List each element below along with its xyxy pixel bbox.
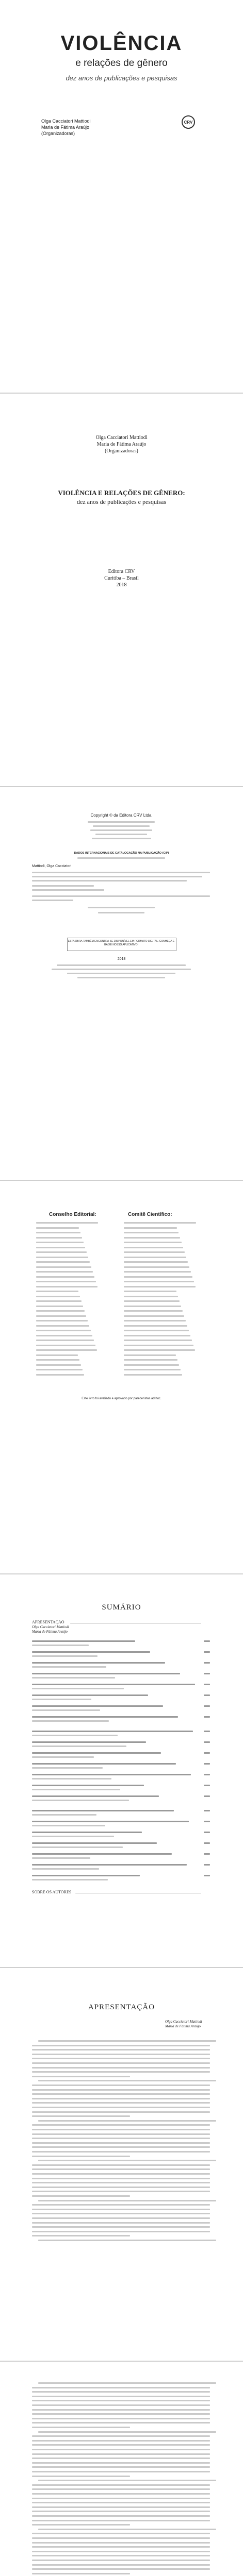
toc-page-number	[204, 1864, 210, 1866]
presentation-line	[32, 2231, 210, 2232]
council-member-line	[36, 1364, 81, 1366]
council-member-line	[36, 1320, 88, 1321]
presentation-line	[32, 2084, 210, 2086]
presentation-line	[38, 2160, 216, 2161]
colophon-footer-text	[67, 973, 175, 974]
toc-author	[32, 1767, 103, 1769]
cover-title: VIOLÊNCIA	[60, 32, 183, 55]
council-member-line	[36, 1232, 80, 1233]
toc-chapter-title	[32, 1673, 180, 1674]
council-right-heading: Comitê Científico:	[128, 1212, 172, 1217]
council-member-line	[124, 1232, 179, 1233]
toc-author	[32, 1677, 115, 1679]
presentation-line	[32, 2054, 210, 2055]
body-line	[32, 2520, 210, 2521]
presentation-line	[32, 2204, 210, 2206]
council-member-line	[36, 1237, 82, 1239]
body-line	[32, 2498, 210, 2499]
toc-author	[32, 1688, 124, 1689]
council-member-line	[36, 1296, 80, 1297]
toc-author	[32, 1789, 120, 1790]
presentation-line	[32, 2111, 210, 2113]
council-member-line	[36, 1291, 78, 1292]
toc-author	[32, 1846, 123, 1848]
toc-page-number	[204, 1651, 210, 1653]
toc-author	[32, 1709, 100, 1711]
toc-author	[32, 1756, 94, 1758]
council-member-line	[36, 1374, 84, 1376]
council-member-line	[124, 1369, 181, 1370]
presentation-line	[32, 2182, 210, 2183]
body-line	[32, 2387, 210, 2388]
presentation-line	[32, 2093, 210, 2095]
toc-author	[32, 1655, 98, 1657]
title-city: Curitiba – Brasil	[104, 575, 139, 581]
body-line	[32, 2533, 210, 2534]
cover-subtitle: e relações de gênero	[75, 58, 168, 69]
council-member-line	[36, 1261, 90, 1263]
body-page	[0, 2362, 243, 2576]
toc-chapter-title	[32, 1705, 163, 1707]
council-footer: Este livro foi avaliado e aprovado por pareceristas ad hoc.	[82, 1397, 161, 1400]
council-member-line	[36, 1242, 84, 1243]
toc-page-number	[204, 1774, 210, 1775]
toc-first-entry: APRESENTAÇÃO	[32, 1620, 64, 1624]
council-member-line	[124, 1261, 188, 1263]
title-role: (Organizadoras)	[105, 448, 138, 454]
cover-tagline: dez anos de publicações e pesquisas	[66, 74, 177, 82]
toc-page-number	[204, 1673, 210, 1674]
toc-chapter-title	[32, 1821, 189, 1822]
toc-page-number	[204, 1785, 210, 1786]
body-line	[32, 2400, 210, 2401]
council-member-line	[36, 1349, 97, 1351]
toc-chapter-title	[32, 1651, 150, 1653]
body-line	[32, 2564, 210, 2566]
catalog-text	[77, 857, 165, 859]
council-member-line	[124, 1247, 183, 1248]
presentation-line	[32, 2129, 210, 2130]
title-page	[0, 394, 243, 786]
cover-page	[0, 0, 243, 393]
toc-author	[32, 1666, 106, 1668]
toc-chapter-title	[32, 1763, 176, 1765]
colophon-text	[88, 821, 155, 823]
council-member-line	[124, 1291, 176, 1292]
cover-role: (Organizadoras)	[41, 131, 75, 136]
council-member-line	[124, 1364, 179, 1366]
toc-author	[32, 1836, 114, 1837]
toc-page-number	[204, 1640, 210, 1642]
catalog-text	[32, 880, 187, 882]
presentation-line	[32, 2076, 130, 2077]
presentation-line	[32, 2222, 210, 2224]
catalog-text	[32, 900, 73, 901]
presentation-line	[32, 2164, 210, 2166]
toc-author	[32, 1745, 126, 1747]
council-member-line	[36, 1281, 96, 1282]
title-publisher: Editora CRV	[108, 569, 135, 574]
council-member-line	[36, 1222, 98, 1224]
presentation-sign-2: Maria de Fátima Araújo	[165, 2024, 201, 2028]
council-member-line	[124, 1320, 186, 1321]
toc-chapter-title	[32, 1875, 140, 1876]
toc-author	[32, 1879, 108, 1880]
toc-chapter-title	[32, 1640, 135, 1642]
presentation-line	[32, 2151, 210, 2153]
presentation-line	[32, 2173, 210, 2175]
council-member-line	[124, 1227, 177, 1229]
toc-page-number	[204, 1662, 210, 1664]
toc-page-number	[204, 1795, 210, 1797]
catalog-text	[32, 885, 94, 887]
body-line	[32, 2422, 210, 2424]
council-member-line	[36, 1266, 91, 1268]
toc-page-number	[204, 1705, 210, 1707]
title-author-2: Maria de Fátima Araújo	[96, 442, 147, 447]
body-line	[38, 2480, 216, 2481]
toc-page-number	[204, 1842, 210, 1844]
body-line	[32, 2488, 210, 2490]
council-member-line	[124, 1310, 183, 1312]
toc-last-entry: SOBRE OS AUTORES	[32, 1890, 72, 1894]
presentation-page	[0, 1968, 243, 2361]
summary-heading: SUMÁRIO	[102, 1603, 141, 1612]
cover-author-2: Maria de Fátima Araújo	[41, 125, 90, 130]
catalog-text	[98, 912, 144, 913]
council-member-line	[36, 1315, 86, 1317]
body-line	[32, 2537, 210, 2539]
toc-page-number	[204, 1832, 210, 1833]
colophon-text	[90, 829, 152, 831]
council-member-line	[124, 1296, 178, 1297]
body-line	[32, 2568, 210, 2570]
body-line	[38, 2382, 216, 2384]
council-member-line	[124, 1257, 186, 1258]
council-member-line	[36, 1276, 94, 1278]
body-line	[32, 2466, 210, 2468]
council-member-line	[124, 1374, 182, 1376]
toc-page-number	[204, 1875, 210, 1876]
crv-logo: CRV	[182, 115, 195, 129]
council-member-line	[124, 1242, 182, 1243]
title-year: 2018	[116, 582, 127, 588]
toc-chapter-title	[32, 1741, 146, 1743]
presentation-line	[32, 2071, 210, 2073]
presentation-line	[32, 2146, 210, 2148]
council-member-line	[36, 1359, 79, 1361]
catalog-text	[32, 872, 210, 873]
toc-page-number	[204, 1731, 210, 1732]
council-member-line	[124, 1276, 192, 1278]
toc-chapter-title	[32, 1832, 142, 1833]
body-line	[32, 2409, 210, 2411]
council-member-line	[36, 1257, 88, 1258]
presentation-line	[32, 2089, 210, 2091]
body-line	[32, 2493, 210, 2495]
toc-chapter-title	[32, 1795, 159, 1797]
toc-first-name-2: Maria de Fátima Araújo	[32, 1630, 68, 1634]
presentation-line	[38, 2200, 216, 2201]
title-author-1: Olga Cacciatori Mattiodi	[95, 435, 148, 440]
toc-author	[32, 1699, 91, 1700]
toc-author	[32, 1814, 96, 1816]
catalog-heading: DADOS INTERNACIONAIS DE CATALOGAÇÃO NA PUBLICAÇÃO (CIP)	[74, 852, 169, 855]
colophon-text	[95, 834, 147, 835]
toc-first-name-1: Olga Cacciatori Mattiodi	[32, 1625, 69, 1629]
body-line	[32, 2440, 210, 2442]
copyright-line: Copyright © da Editora CRV Ltda.	[90, 813, 153, 818]
council-member-line	[124, 1354, 176, 1356]
body-line	[32, 2453, 210, 2455]
presentation-line	[38, 2120, 216, 2122]
council-member-line	[36, 1300, 82, 1302]
body-line	[32, 2396, 210, 2397]
toc-page-number	[204, 1752, 210, 1754]
body-line	[32, 2484, 210, 2486]
council-member-line	[36, 1251, 87, 1253]
body-line	[32, 2560, 210, 2561]
toc-page-number	[204, 1853, 210, 1855]
body-line	[32, 2546, 210, 2548]
digital-notice: ESTA OBRA TAMBÉM ENCONTRA-SE DISPONÍVEL EM FORMATO DIGITAL. CONHEÇA E BAIXE NOSSO APLICATIVO!	[68, 940, 175, 946]
presentation-line	[32, 2226, 210, 2228]
body-line	[32, 2404, 210, 2406]
toc-page-number	[204, 1763, 210, 1765]
council-member-line	[124, 1335, 190, 1336]
body-line	[32, 2506, 210, 2508]
toc-page-number	[204, 1694, 210, 1696]
toc-chapter-title	[32, 1731, 193, 1732]
council-member-line	[36, 1247, 85, 1248]
colophon-footer-text	[57, 964, 186, 966]
catalog-author: Mattiodi, Olga Cacciatori	[32, 865, 72, 868]
council-member-line	[36, 1325, 89, 1327]
toc-page-number	[204, 1810, 210, 1811]
toc-page-number	[204, 1821, 210, 1822]
council-member-line	[36, 1306, 83, 1307]
council-member-line	[36, 1369, 83, 1370]
presentation-line	[38, 2040, 216, 2042]
toc-author	[32, 1735, 118, 1736]
presentation-line	[32, 2107, 210, 2108]
presentation-line	[32, 2195, 130, 2197]
toc-chapter-title	[32, 1774, 191, 1775]
council-member-line	[124, 1251, 185, 1253]
council-page	[0, 1181, 243, 1573]
body-line	[32, 2444, 210, 2446]
council-member-line	[36, 1354, 78, 1356]
toc-chapter-title	[32, 1864, 187, 1866]
body-line	[32, 2471, 210, 2472]
toc-chapter-title	[32, 1662, 165, 1664]
council-member-line	[36, 1345, 95, 1346]
toc-chapter-title	[32, 1716, 178, 1718]
presentation-line	[32, 2098, 210, 2099]
body-line	[32, 2413, 210, 2415]
colophon-footer-text	[77, 977, 165, 978]
body-line	[32, 2462, 210, 2464]
council-member-line	[124, 1222, 196, 1224]
council-member-line	[124, 1359, 177, 1361]
catalog-text	[32, 895, 210, 897]
presentation-line	[32, 2178, 210, 2179]
council-member-line	[36, 1310, 85, 1312]
presentation-line	[32, 2138, 210, 2139]
council-left-heading: Conselho Editorial:	[49, 1212, 96, 1217]
colophon-text	[93, 825, 150, 827]
toc-chapter-title	[32, 1684, 195, 1685]
council-member-line	[124, 1330, 189, 1331]
presentation-line	[32, 2102, 210, 2104]
presentation-line	[32, 2142, 210, 2144]
presentation-heading: APRESENTAÇÃO	[88, 2003, 155, 2011]
body-line	[32, 2418, 210, 2419]
catalog-text	[32, 889, 104, 891]
toc-author	[32, 1857, 90, 1859]
presentation-line	[32, 2049, 210, 2050]
presentation-line	[32, 2217, 210, 2219]
presentation-line	[32, 2115, 130, 2117]
body-line	[38, 2431, 216, 2433]
presentation-line	[38, 2080, 216, 2081]
presentation-line	[32, 2124, 210, 2126]
toc-author	[32, 1868, 99, 1870]
council-member-line	[124, 1315, 184, 1317]
toc-chapter-title	[32, 1694, 148, 1696]
toc-page-number	[204, 1741, 210, 1743]
presentation-line	[32, 2156, 130, 2157]
presentation-line	[32, 2058, 210, 2059]
toc-chapter-title	[32, 1853, 172, 1855]
presentation-line	[32, 2045, 210, 2046]
toc-chapter-title	[32, 1842, 157, 1844]
toc-chapter-title	[32, 1752, 161, 1754]
presentation-line	[32, 2213, 210, 2214]
body-line	[32, 2449, 210, 2450]
body-line	[32, 2542, 210, 2544]
summary-page	[0, 1574, 243, 1967]
toc-author	[32, 1778, 111, 1780]
council-member-line	[124, 1281, 194, 1282]
colophon-footer-text	[52, 969, 191, 970]
council-member-line	[124, 1300, 180, 1302]
body-line	[32, 2435, 210, 2437]
council-member-line	[36, 1227, 79, 1229]
toc-author	[32, 1825, 105, 1826]
toc-chapter-title	[32, 1785, 144, 1786]
council-member-line	[36, 1340, 94, 1341]
toc-author	[32, 1720, 109, 1722]
presentation-line	[32, 2067, 210, 2069]
presentation-line	[32, 2209, 210, 2210]
catalog-text	[88, 907, 155, 908]
title-main: VIOLÊNCIA E RELAÇÕES DE GÊNERO:	[58, 489, 185, 497]
title-sub: dez anos de publicações e pesquisas	[77, 498, 166, 505]
catalog-text	[32, 876, 202, 877]
presentation-line	[32, 2187, 210, 2188]
body-line	[32, 2551, 210, 2552]
presentation-sign-1: Olga Cacciatori Mattiodi	[165, 2020, 202, 2024]
council-member-line	[124, 1266, 189, 1268]
council-member-line	[124, 1325, 187, 1327]
presentation-line	[32, 2191, 210, 2192]
toc-page-number	[204, 1684, 210, 1685]
body-line	[32, 2573, 130, 2574]
colophon-text	[92, 838, 151, 839]
toc-page-number	[204, 1716, 210, 1718]
toc-author	[32, 1800, 129, 1801]
body-line	[32, 2511, 210, 2512]
body-line	[32, 2502, 210, 2503]
body-line	[32, 2458, 210, 2459]
presentation-line	[32, 2062, 210, 2064]
body-line	[32, 2555, 210, 2556]
body-line	[32, 2524, 130, 2526]
body-line	[32, 2427, 130, 2428]
council-member-line	[124, 1237, 180, 1239]
council-member-line	[124, 1340, 192, 1341]
presentation-line	[38, 2240, 216, 2241]
council-member-line	[36, 1335, 92, 1336]
council-member-line	[124, 1286, 196, 1287]
council-member-line	[36, 1286, 98, 1287]
colophon-year: 2018	[117, 957, 126, 961]
toc-chapter-title	[32, 1810, 174, 1811]
presentation-line	[32, 2133, 210, 2135]
body-line	[32, 2476, 130, 2477]
presentation-line	[32, 2235, 130, 2236]
presentation-line	[32, 2168, 210, 2170]
council-member-line	[124, 1349, 195, 1351]
council-member-line	[36, 1330, 91, 1331]
council-member-line	[36, 1271, 93, 1273]
body-line	[38, 2529, 216, 2530]
council-member-line	[124, 1271, 191, 1273]
council-member-line	[124, 1345, 193, 1346]
cover-author-1: Olga Cacciatori Mattiodi	[41, 118, 91, 124]
body-line	[32, 2391, 210, 2393]
colophon-page	[0, 787, 243, 1180]
council-member-line	[124, 1306, 181, 1307]
toc-author	[32, 1645, 89, 1646]
body-line	[32, 2515, 210, 2517]
